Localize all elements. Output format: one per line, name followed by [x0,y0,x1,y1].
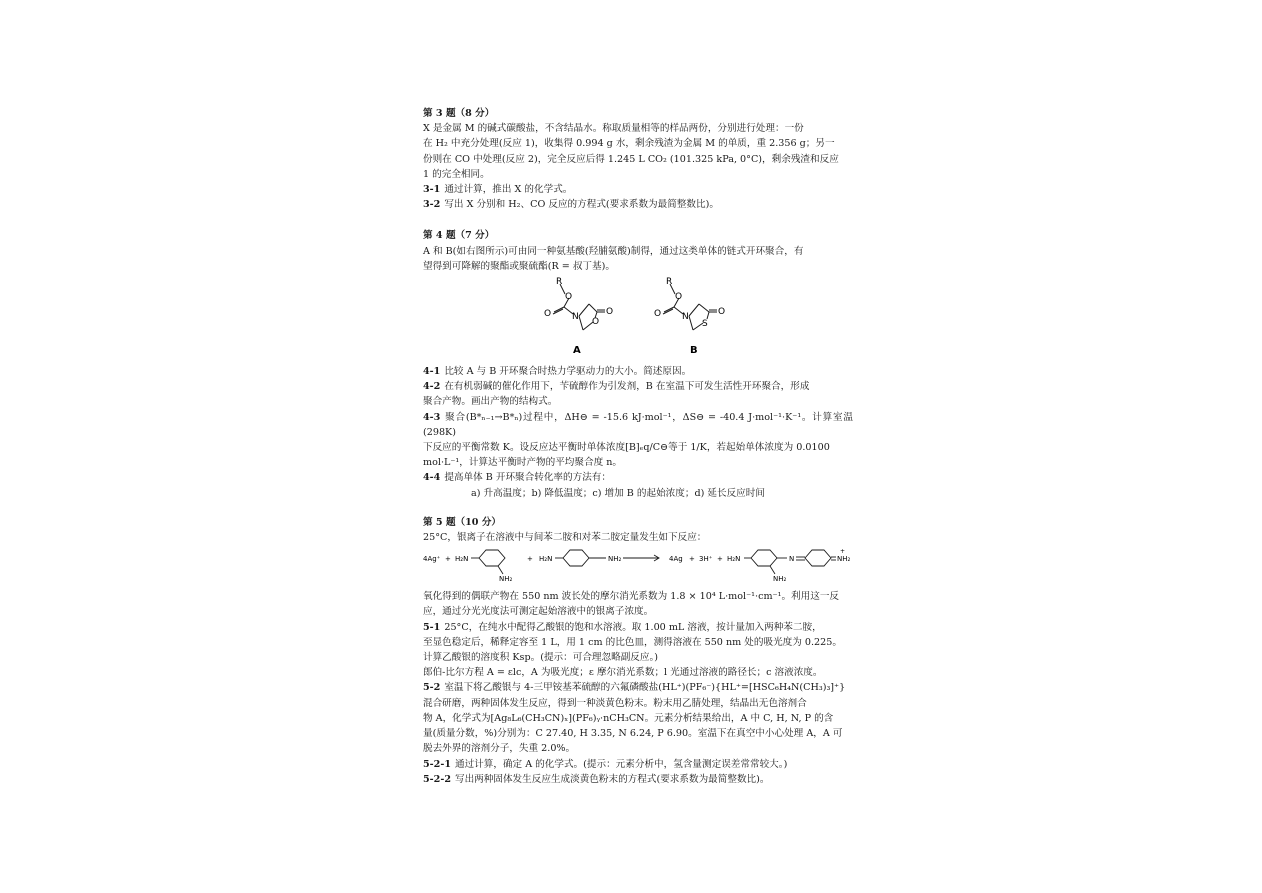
item-text: 写出两种固体发生反应生成淡黄色粉末的方程式(要求系数为最简整数比)。 [455,773,770,785]
rxn-text: H₂N [455,555,469,564]
rxn-text: + [689,555,695,564]
struct-b-label: B [690,345,698,357]
q5-after-line: 应，通过分光光度法可测定起始溶液中的银离子浓度。 [423,606,654,618]
q4-item-4 [423,470,853,485]
struct-a-r: R [556,277,563,288]
rxn-text: NH₂ [499,575,513,584]
rxn-text: NH₂ [608,555,622,564]
item-number: 4-3 [423,411,441,423]
struct-b-s: S [702,319,708,330]
struct-a-o: O [592,317,600,328]
q4-item-2 [423,379,853,394]
rxn-text: + [445,555,451,564]
item-text: 提高单体 B 开环聚合转化率的方法有： [444,472,611,484]
item-number: 4-4 [423,472,441,484]
struct-b-r: R [666,277,673,288]
q3-item-1 [423,182,853,197]
struct-a-label: A [573,345,581,357]
item-number: 4-1 [423,366,441,378]
q5-item-2 [423,680,853,695]
q3-intro-line: 1 的完全相同。 [423,168,490,180]
rxn-text: 4Ag⁺ [423,555,441,564]
q3-title: 第 3 题（8 分） [423,108,495,119]
q4-title: 第 4 题（7 分） [423,230,495,242]
item-number: 3-1 [423,184,441,196]
q3-intro-line: 在 H₂ 中充分处理(反应 1)，收集得 0.994 g 水，剩余残渣为金属 M 的单质，重 2.356 g；另一 [423,138,835,150]
q5-item-2-cont: 脱去外界的溶剂分子，失重 2.0%。 [423,743,576,755]
struct-b-o: O [718,307,726,318]
q4-options: a) 升高温度；b) 降低温度；c) 增加 B 的起始浓度；d) 延长反应时间 [471,487,765,499]
q4-item-3-cont: 下反应的平衡常数 K。设反应达平衡时单体浓度[B]ₑq/C⊖等于 1/K，若起始单体浓度为 0.0100 [423,442,830,454]
q4-item-3-cont: mol·L⁻¹，计算达平衡时产物的平均聚合度 n。 [423,457,622,469]
q3-intro [423,121,853,182]
item-text: 写出 X 分别和 H₂、CO 反应的方程式(要求系数为最简整数比)。 [444,199,719,211]
struct-a-n: N [572,312,579,323]
item-text: 25°C，在纯水中配得乙酸银的饱和水溶液。取 1.00 mL 溶液，按计量加入两种苯二胺， [444,621,822,633]
struct-a-o: O [544,309,552,320]
rxn-text: NH₂ [773,575,787,584]
rxn-text: 3H⁺ [699,555,713,564]
rxn-text: + [840,548,846,556]
item-text: 聚合(B*ₙ₋₁→B*ₙ)过程中，ΔH⊖ = -15.6 kJ·mol⁻¹，ΔS⊖ = -40.4 J·mol⁻¹·K⁻¹。计算室温(298K) [423,411,853,438]
struct-b-o: O [654,309,662,320]
q3-intro-line: 份则在 CO 中处理(反应 2)，完全反应后得 1.245 L CO₂ (101.325 kPa, 0°C)，剩余残渣和反应 [423,153,839,165]
item-text: 通过计算，推出 X 的化学式。 [444,184,573,196]
q5-after-line: 氧化得到的偶联产物在 550 nm 波长处的摩尔消光系数为 1.8 × 10⁴ L·mol⁻¹·cm⁻¹。利用这一反 [423,591,840,603]
q5-item-1-cont: 至显色稳定后，稀释定容至 1 L，用 1 cm 的比色皿，测得溶液在 550 nm 处的吸光度为 0.225。 [423,636,842,648]
q5-item-1 [423,620,853,635]
rxn-text: + [527,555,533,564]
reaction-svg [423,547,853,585]
struct-b-n: N [682,312,689,323]
struct-b-o: O [675,292,683,303]
q3-item-2 [423,197,853,212]
q5-item-2-cont: 物 A，化学式为[Ag₈L₆(CH₃CN)ₓ](PF₆)ᵧ·nCH₃CN。元素分析结果给出，A 中 C, H, N, P 的含 [423,712,834,724]
rxn-text: H₂N [539,555,553,564]
q4-item-1 [423,364,853,379]
rxn-text: NH₂ [837,555,851,564]
rxn-text: N [789,555,795,564]
q4-structures [423,276,853,360]
rxn-text: 4Ag [669,555,683,564]
q4-item-3 [423,410,853,440]
q5-item-1-cont: 计算乙酸银的溶度积 Ksp。(提示：可合理忽略副反应。) [423,652,659,664]
q5-item-2-1 [423,757,853,772]
q4-intro-line: 望得到可降解的聚酯或聚硫酯(R = 叔丁基)。 [423,260,615,272]
item-number: 3-2 [423,199,441,211]
struct-a-o: O [565,292,573,303]
rxn-text: + [717,555,723,564]
reaction-labels [423,548,851,583]
q4-intro-line: A 和 B(如右图所示)可由同一种氨基酸(羟脯氨酸)制得，通过这类单体的链式开环聚合，有 [423,245,804,257]
q4-item-2-cont: 聚合产物。画出产物的结构式。 [423,396,558,408]
q5-title: 第 5 题（10 分） [423,516,502,528]
q5-beer-law: 郎伯-比尔方程 A = εlc，A 为吸光度；ε 摩尔消光系数；l 光通过溶液的路径长；c 溶液浓度。 [423,667,823,679]
q5-intro: 25°C，银离子在溶液中与间苯二胺和对苯二胺定量发生如下反应： [423,532,707,544]
structure-b-bonds [663,284,717,330]
q5-reaction [423,547,853,585]
q5-item-2-2 [423,772,853,787]
item-number: 5-2 [423,682,441,694]
item-number: 4-2 [423,381,441,393]
q5-item-2-cont: 量(质量分数，%)分别为：C 27.40, H 3.35, N 6.24, P 6.90。室温下在真空中小心处理 A，A 可 [423,728,843,740]
item-number: 5-2-1 [423,758,451,770]
reaction-bonds [471,550,836,574]
item-text: 室温下将乙酸银与 4-三甲铵基苯硫醇的六氟磷酸盐(HL⁺)(PF₆⁻){HL⁺=[HSC₆H₄N(CH₃)₃]⁺} [444,682,846,694]
structures-svg [423,276,853,360]
item-text: 比较 A 与 B 开环聚合时热力学驱动力的大小。简述原因。 [444,366,692,378]
item-number: 5-2-2 [423,773,451,785]
exam-page [423,106,853,787]
q3-intro-line: X 是金属 M 的碱式碳酸盐，不含结晶水。称取质量相等的样品两份，分别进行处理：一份 [423,123,804,135]
item-number: 5-1 [423,621,441,633]
rxn-text: H₂N [727,555,741,564]
q5-item-2-cont: 混合研磨，两种固体发生反应，得到一种淡黄色粉末。粉末用乙腈处理，结晶出无色溶剂合 [423,697,807,709]
item-text: 在有机弱碱的催化作用下，苄硫醇作为引发剂，B 在室温下可发生活性开环聚合，形成 [444,381,810,393]
struct-a-o: O [606,307,614,318]
item-text: 通过计算，确定 A 的化学式。(提示：元素分析中，氢含量测定误差常常较大。) [455,758,788,770]
